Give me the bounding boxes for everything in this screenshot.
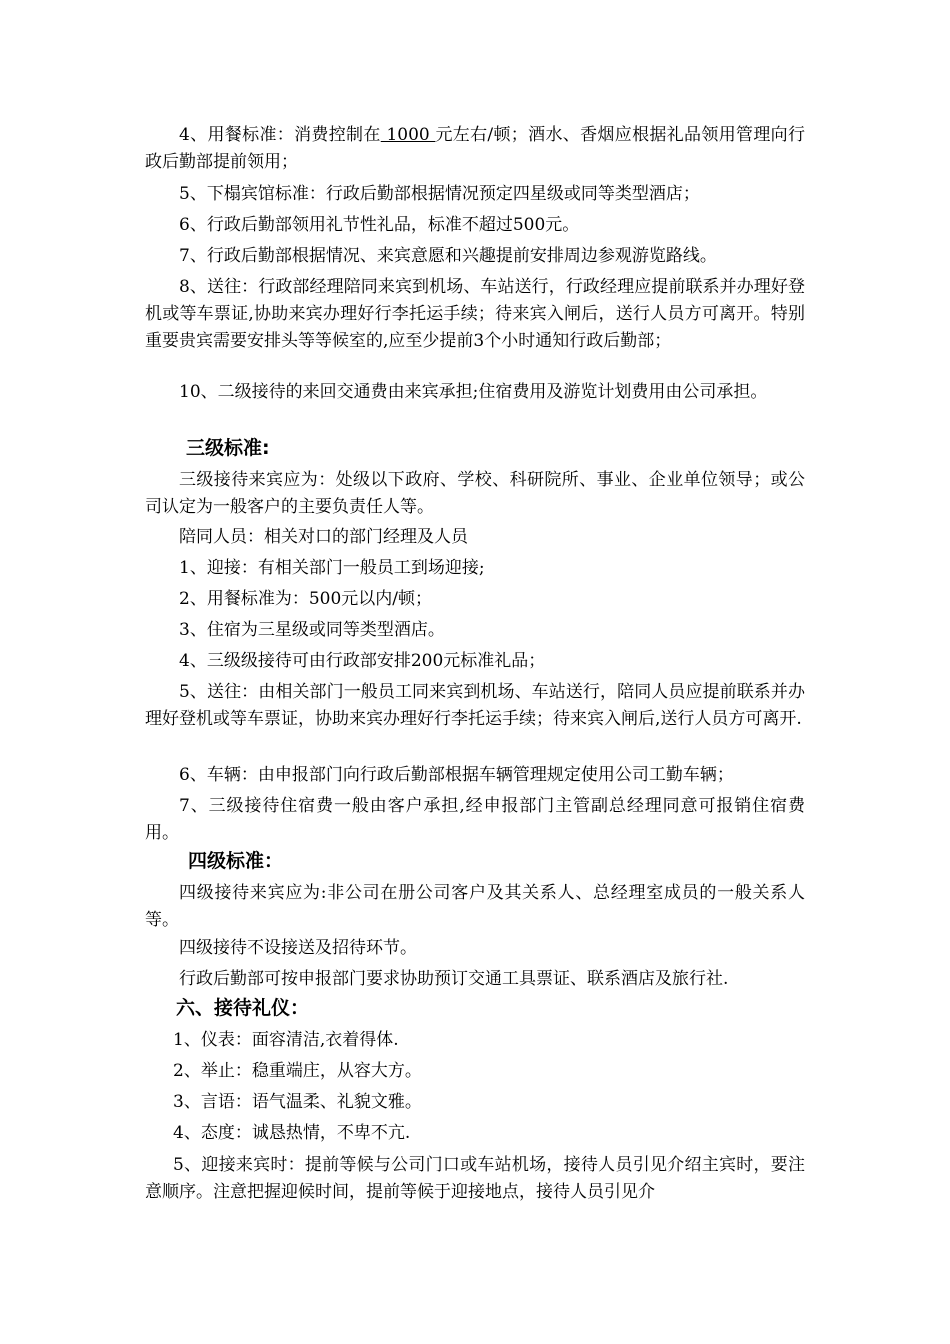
heading-level3-standard: 三级标准: [186,437,270,459]
paragraph-level3-escort: 陪同人员：相关对口的部门经理及人员 [179,527,468,547]
text-segment: 4、用餐标准：消费控制在 [179,125,381,145]
paragraph-level3-accommodation: 7、三级接待住宿费一般由客户承担,经申报部门主管副总经理同意可报销住宿费用。 [145,796,805,843]
paragraph-level3-vehicle: 6、车辆：由申报部门向行政后勤部根据车辆管理规定使用公司工勤车辆； [179,765,734,785]
paragraph-level4-booking: 行政后勤部可按申报部门要求协助预订交通工具票证、联系酒店及旅行社. [179,969,729,989]
paragraph-etiquette-welcome: 5、迎接来宾时：提前等候与公司门口或车站机场，接待人员引见介绍主宾时，要注意顺序。注意把握迎候时间，提前等候于迎接地点，接待人员引见介 [145,1155,805,1202]
paragraph-seeing-off: 8、送往：行政部经理陪同来宾到机场、车站送行，行政经理应提前联系并办理好登机或等车票证,协助来宾办理好行李托运手续；待来宾入闸后，送行人员方可离开。特别重要贵宾需要安排头等等候室的,应至少提前3个小时通知行政后勤部； [145,277,805,351]
paragraph-level3-welcome: 1、迎接：有相关部门一般员工到场迎接; [179,558,485,578]
heading-reception-etiquette: 六、接待礼仪： [176,997,310,1019]
paragraph-level3-hotel: 3、住宿为三星级或同等类型酒店。 [179,620,445,640]
paragraph-level4-guests: 四级接待来宾应为:非公司在册公司客户及其关系人、总经理室成员的一般关系人等。 [145,883,805,930]
paragraph-sightseeing: 7、行政后勤部根据情况、来宾意愿和兴趣提前安排周边参观游览路线。 [179,246,717,266]
paragraph-gift-standard: 6、行政后勤部领用礼节性礼品，标准不超过500元。 [179,215,580,235]
heading-level4-standard: 四级标准： [188,850,284,872]
paragraph-level3-seeing-off: 5、送往：由相关部门一般员工同来宾到机场、车站送行，陪同人员应提前联系并办理好登机或等车票证，协助来宾办理好行李托运手续；待来宾入闸后,送行人员方可离开. [145,682,805,729]
paragraph-level3-meal: 2、用餐标准为：500元以内/顿； [179,589,432,609]
paragraph-meal-standard [145,122,805,176]
paragraph-level2-costs: 10、二级接待的来回交通费由来宾承担;住宿费用及游览计划费用由公司承担。 [179,382,768,402]
paragraph-level4-no-pickup: 四级接待不设接送及招待环节。 [179,938,417,958]
paragraph-etiquette-speech: 3、言语：语气温柔、礼貌文雅。 [173,1092,422,1112]
paragraph-level3-gift: 4、三级级接待可由行政部安排200元标准礼品； [179,651,546,671]
paragraph-hotel-standard: 5、下榻宾馆标准：行政后勤部根据情况预定四星级或同等类型酒店； [179,184,700,204]
paragraph-level3-guests: 三级接待来宾应为：处级以下政府、学校、科研院所、事业、企业单位领导；或公司认定为一般客户的主要负责任人等。 [145,470,805,517]
paragraph-etiquette-attitude: 4、态度：诚恳热情，不卑不亢. [173,1123,411,1143]
meal-amount: 1000 [380,125,436,145]
paragraph-etiquette-appearance: 1、仪表：面容清洁,衣着得体. [173,1030,399,1050]
paragraph-etiquette-manner: 2、举止：稳重端庄，从容大方。 [173,1061,422,1081]
text-segment: 元左右/顿；酒水、香烟应根据礼品领用管理向行政后勤部提前领用； [145,125,805,172]
